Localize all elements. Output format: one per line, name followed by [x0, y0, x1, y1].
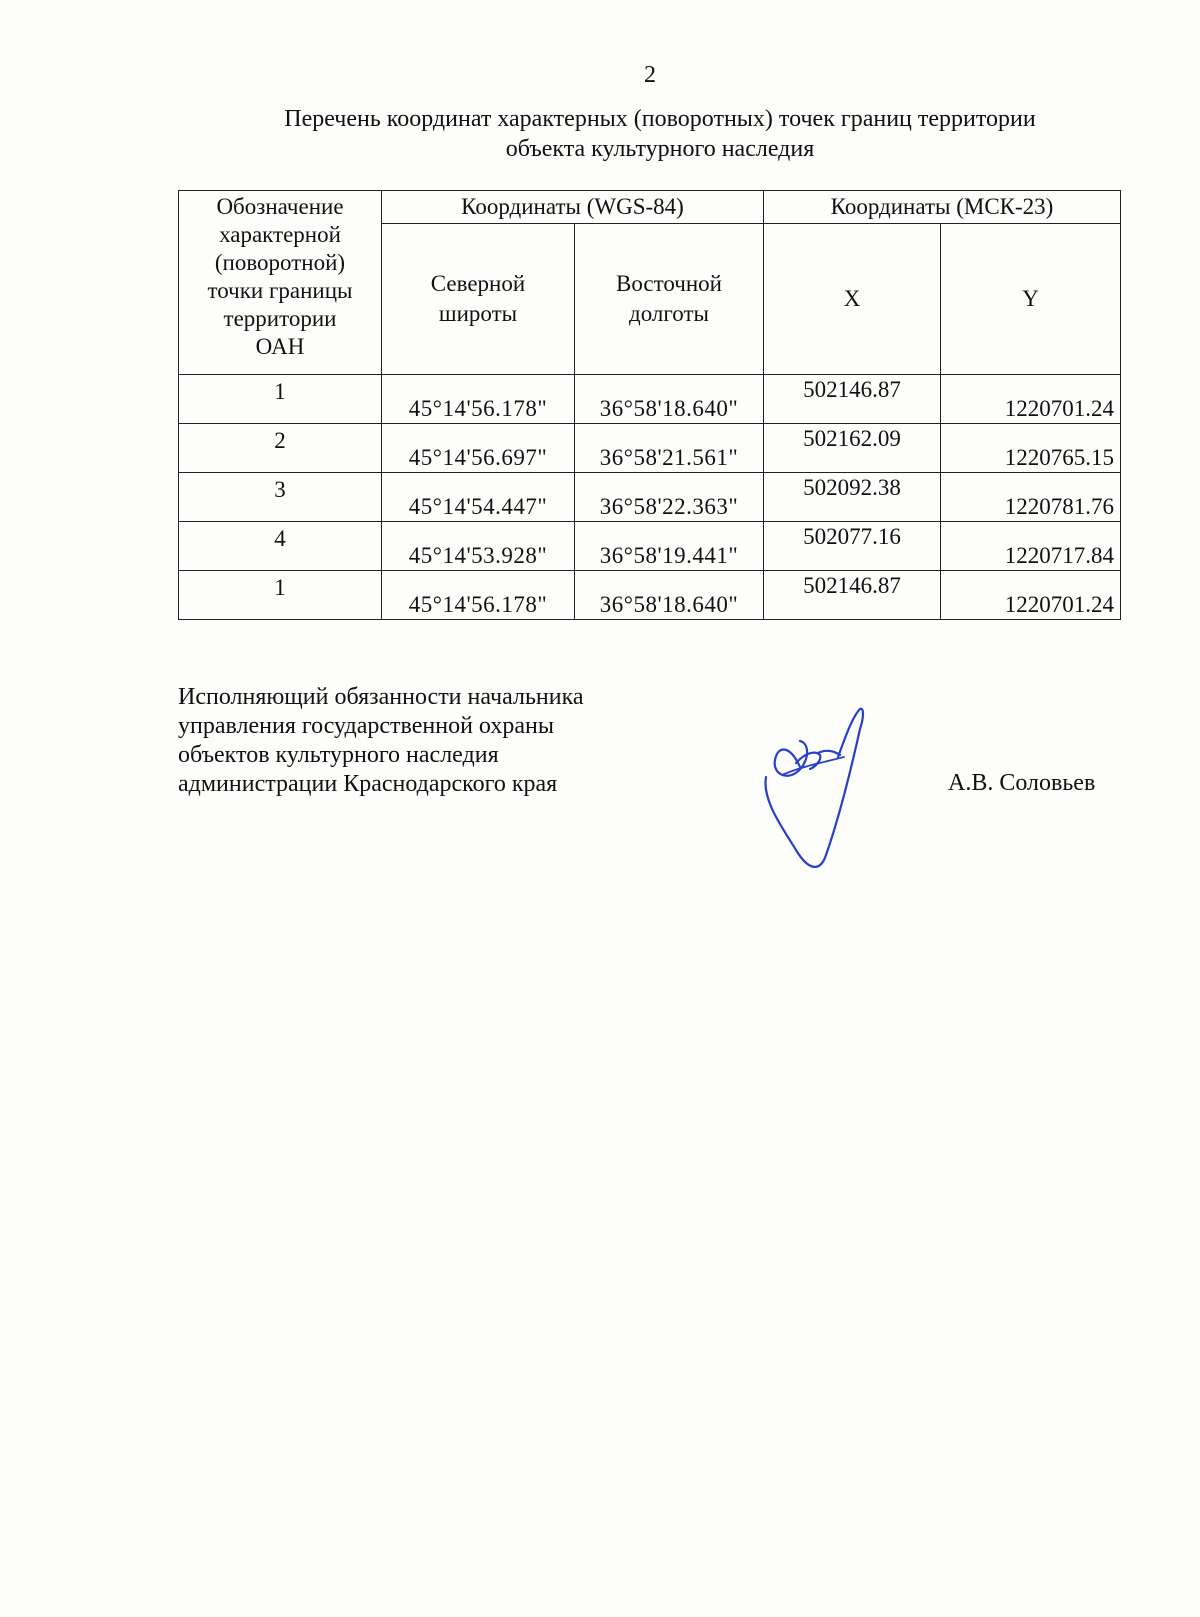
header-longitude-line: Восточной — [616, 271, 722, 296]
header-y: Y — [941, 224, 1121, 375]
header-point-line: точки границы — [207, 278, 353, 303]
cell-x: 502092.38 — [764, 473, 941, 522]
cell-latitude: 45°14'53.928" — [382, 522, 575, 571]
cell-y: 1220765.15 — [941, 424, 1121, 473]
position-line: Исполняющий обязанности начальника — [178, 684, 584, 710]
header-latitude-line: широты — [438, 301, 518, 326]
cell-x: 502146.87 — [764, 375, 941, 424]
header-point-line: характерной — [219, 222, 341, 247]
cell-longitude: 36°58'18.640" — [575, 375, 764, 424]
cell-point: 1 — [179, 571, 382, 620]
cell-longitude: 36°58'22.363" — [575, 473, 764, 522]
signature-stroke — [782, 757, 844, 775]
cell-point: 4 — [179, 522, 382, 571]
signatory-position — [178, 683, 584, 799]
header-msk23-group: Координаты (МСК-23) — [764, 191, 1121, 224]
coordinates-table — [178, 190, 1121, 620]
cell-latitude: 45°14'56.697" — [382, 424, 575, 473]
cell-longitude: 36°58'18.640" — [575, 571, 764, 620]
header-point-line: (поворотной) — [214, 250, 346, 275]
header-row-groups — [179, 191, 1121, 224]
signature-stroke — [765, 709, 863, 867]
table-row — [179, 571, 1121, 620]
cell-x: 502146.87 — [764, 571, 941, 620]
cell-y: 1220701.24 — [941, 571, 1121, 620]
header-latitude — [382, 224, 575, 375]
header-latitude-line: Северной — [430, 271, 526, 296]
header-wgs84-group: Координаты (WGS-84) — [382, 191, 764, 224]
cell-point: 3 — [179, 473, 382, 522]
table-row — [179, 424, 1121, 473]
header-point-designation — [179, 191, 382, 375]
signatory-name: А.В. Соловьев — [948, 770, 1096, 796]
page-number: 2 — [644, 62, 656, 88]
table-row — [179, 522, 1121, 571]
document-title — [180, 104, 1140, 164]
table-row — [179, 375, 1121, 424]
header-longitude — [575, 224, 764, 375]
header-point-line: территории — [223, 306, 337, 331]
title-line-2: объекта культурного наследия — [505, 136, 815, 162]
title-line-1: Перечень координат характерных (поворотных) точек границ территории — [284, 106, 1036, 132]
cell-latitude: 45°14'56.178" — [382, 571, 575, 620]
header-longitude-line: долготы — [629, 301, 709, 326]
header-point-line: ОАН — [255, 334, 305, 359]
position-line: объектов культурного наследия — [178, 742, 499, 768]
table-row — [179, 473, 1121, 522]
cell-y: 1220701.24 — [941, 375, 1121, 424]
cell-point: 2 — [179, 424, 382, 473]
handwritten-signature — [760, 705, 890, 895]
cell-longitude: 36°58'19.441" — [575, 522, 764, 571]
cell-y: 1220781.76 — [941, 473, 1121, 522]
cell-latitude: 45°14'56.178" — [382, 375, 575, 424]
position-line: управления государственной охраны — [178, 713, 554, 739]
header-point-line: Обозначение — [216, 194, 344, 219]
cell-latitude: 45°14'54.447" — [382, 473, 575, 522]
cell-longitude: 36°58'21.561" — [575, 424, 764, 473]
cell-point: 1 — [179, 375, 382, 424]
cell-y: 1220717.84 — [941, 522, 1121, 571]
cell-x: 502077.16 — [764, 522, 941, 571]
header-x: X — [764, 224, 941, 375]
position-line: администрации Краснодарского края — [178, 771, 558, 797]
cell-x: 502162.09 — [764, 424, 941, 473]
